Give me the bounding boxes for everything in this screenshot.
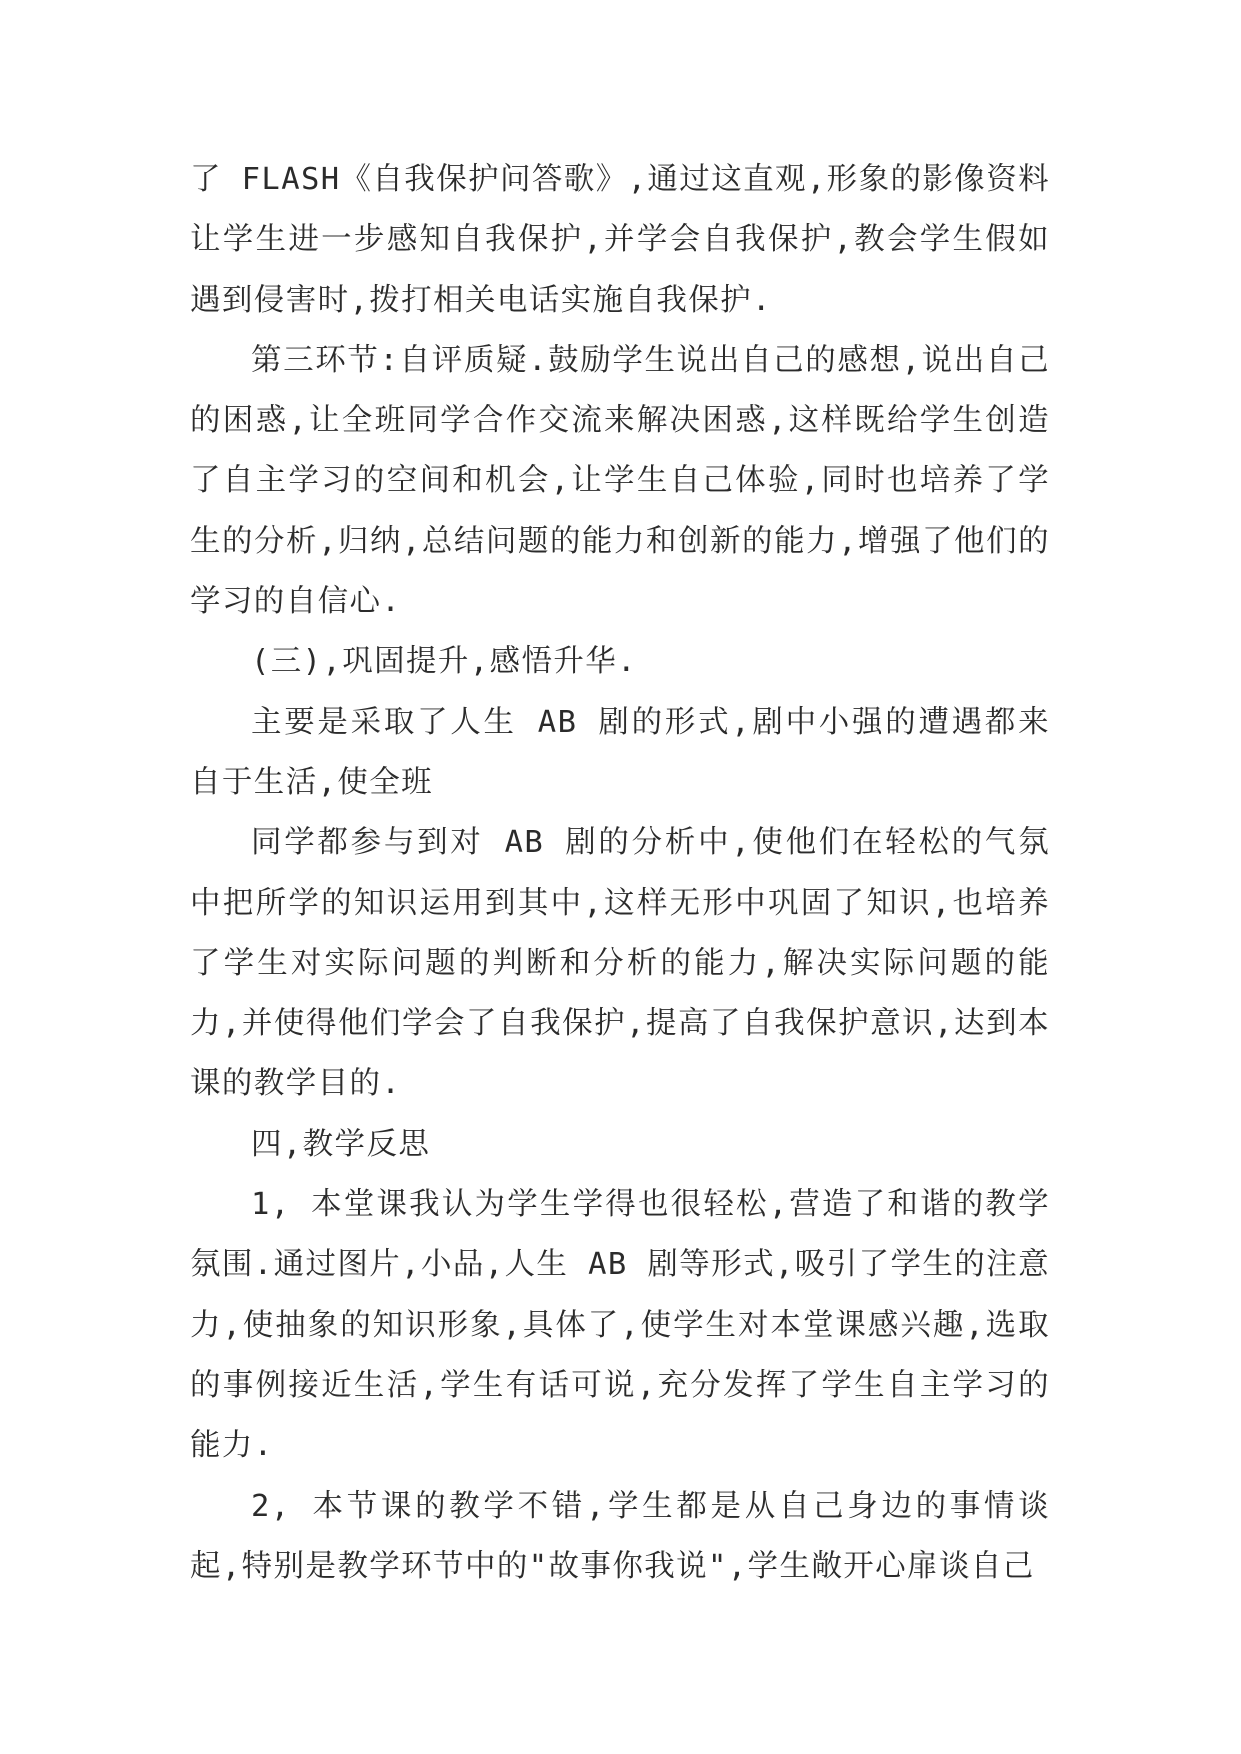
section-heading-consolidate: (三),巩固提升,感悟升华. xyxy=(251,644,637,680)
paragraph-ab-drama-analysis: 同学都参与到对 AB 剧的分析中,使他们在轻松的气氛中把所学的知识运用到其中,这样无形中巩固了知识,也培养了学生对实际问题的判断和分析的能力,解决实际问题的能力,并使得他们学会了自我保护,提高了自我保护意识,达到本课的教学目的. xyxy=(190,825,1050,1102)
document-body xyxy=(190,150,1050,1597)
paragraph-flash-continuation: 了 FLASH《自我保护问答歌》,通过这直观,形象的影像资料让学生进一步感知自我保护,并学会自我保护,教会学生假如遇到侵害时,拨打相关电话实施自我保护. xyxy=(190,162,1050,318)
paragraph-ab-drama-intro: 主要是采取了人生 AB 剧的形式,剧中小强的遭遇都来自于生活,使全班 xyxy=(190,704,1050,800)
paragraph-third-step: 第三环节:自评质疑.鼓励学生说出自己的感想,说出自己的困惑,让全班同学合作交流来解决困惑,这样既给学生创造了自主学习的空间和机会,让学生自己体验,同时也培养了学生的分析,归纳,总结问题的能力和创新的能力,增强了他们的学习的自信心. xyxy=(190,342,1050,620)
paragraph-reflection-2: 2, 本节课的教学不错,学生都是从自己身边的事情谈起,特别是教学环节中的"故事你我说",学生敞开心扉谈自己 xyxy=(190,1488,1050,1584)
paragraph-reflection-1: 1, 本堂课我认为学生学得也很轻松,营造了和谐的教学氛围.通过图片,小品,人生 AB 剧等形式,吸引了学生的注意力,使抽象的知识形象,具体了,使学生对本堂课感兴趣,选取的事例接近生活,学生有话可说,充分发挥了学生自主学习的能力. xyxy=(190,1187,1050,1464)
section-heading-reflection: 四,教学反思 xyxy=(251,1126,431,1162)
